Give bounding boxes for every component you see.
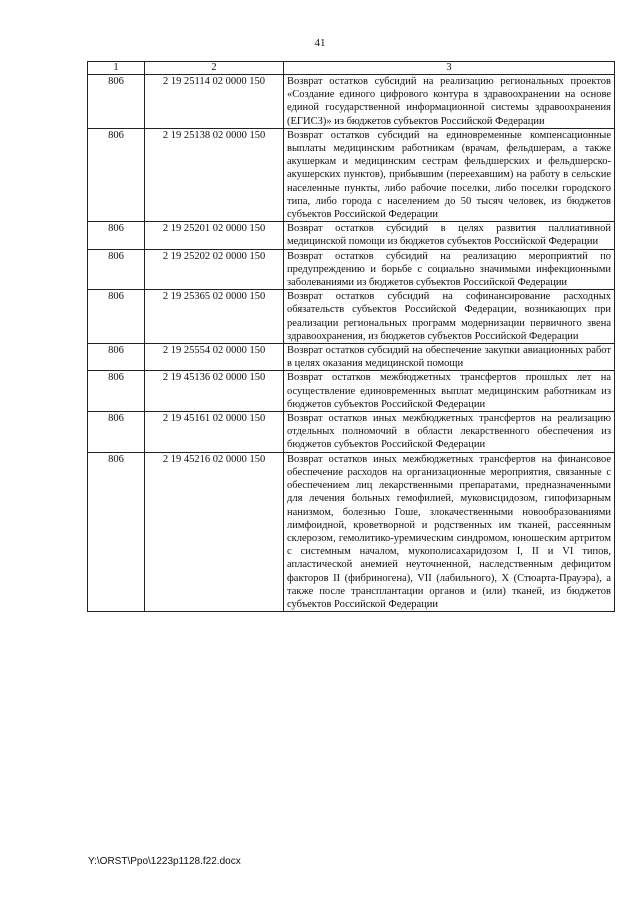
description-cell: Возврат остатков субсидий на обеспечение закупки авиационных работ в целях оказания медицинской помощи <box>284 344 615 371</box>
budget-code-cell: 2 19 45136 02 0000 150 <box>145 371 284 412</box>
budget-code-cell: 2 19 25201 02 0000 150 <box>145 222 284 249</box>
document-file-path: Y:\ORST\Ppo\1223p1128.f22.docx <box>88 856 241 867</box>
admin-code-cell: 806 <box>88 452 145 611</box>
budget-code-cell: 2 19 25554 02 0000 150 <box>145 344 284 371</box>
table-row <box>88 249 615 290</box>
description-cell: Возврат остатков иных межбюджетных трансфертов на финансовое обеспечение расходов на организационные мероприятия, связанные с обеспечением лиц лекарственными препаратами, предназначенными для лечения больных гемофилией, муковисцидозом, гипофизарным нанизмом, болезнью Гоше, злокачественными новообразованиями лимфоидной, кроветворной и родственных им тканей, рассеянным склерозом, гемолитико-уремическим синдромом, юношеским артритом с системным началом, мукополисахаридозом I, II и VI типов, апластической анемией неуточненной, наследственным дефицитом факторов II (фибриногена), VII (лабильного), X (Стюарта-Прауэра), а также после трансплантации органов и (или) тканей, из бюджетов субъектов Российской Федерации <box>284 452 615 611</box>
description-cell: Возврат остатков субсидий в целях развития паллиативной медицинской помощи из бюджетов субъектов Российской Федерации <box>284 222 615 249</box>
budget-code-cell: 2 19 45216 02 0000 150 <box>145 452 284 611</box>
table-row <box>88 344 615 371</box>
table-row <box>88 290 615 344</box>
description-cell: Возврат остатков иных межбюджетных трансфертов на реализацию отдельных полномочий в области лекарственного обеспечения из бюджетов субъектов Российской Федерации <box>284 412 615 453</box>
admin-code-cell: 806 <box>88 222 145 249</box>
admin-code-cell: 806 <box>88 128 145 221</box>
description-cell: Возврат остатков субсидий на единовременные компенсационные выплаты медицинским работникам (врачам, фельдшерам, а также акушеркам и медицинским сестрам фельдшерских и фельдшерско-акушерских пунктов), прибывшим (переехавшим) на работу в сельские населенные пункты, либо рабочие поселки, либо поселки городского типа, либо города с населением до 50 тысяч человек, из бюджетов субъектов Российской Федерации <box>284 128 615 221</box>
budget-code-cell: 2 19 25365 02 0000 150 <box>145 290 284 344</box>
admin-code-cell: 806 <box>88 75 145 129</box>
page-number: 41 <box>314 37 326 49</box>
budget-code-cell: 2 19 25202 02 0000 150 <box>145 249 284 290</box>
description-cell: Возврат остатков субсидий на софинансирование расходных обязательств субъектов Российской Федерации, возникающих при реализации региональных программ модернизации первичного звена здравоохранения, из бюджетов субъектов Российской Федерации <box>284 290 615 344</box>
description-cell: Возврат остатков межбюджетных трансфертов прошлых лет на осуществление единовременных выплат медицинским работникам из бюджетов субъектов Российской Федерации <box>284 371 615 412</box>
admin-code-cell: 806 <box>88 412 145 453</box>
column-header-3: 3 <box>284 62 615 75</box>
table-row <box>88 222 615 249</box>
column-header-2: 2 <box>145 62 284 75</box>
budget-code-cell: 2 19 45161 02 0000 150 <box>145 412 284 453</box>
table-row <box>88 452 615 611</box>
budget-codes-table <box>87 61 615 612</box>
table-row <box>88 75 615 129</box>
admin-code-cell: 806 <box>88 371 145 412</box>
description-cell: Возврат остатков субсидий на реализацию мероприятий по предупреждению и борьбе с социально значимыми инфекционными заболеваниями из бюджетов субъектов Российской Федерации <box>284 249 615 290</box>
description-cell: Возврат остатков субсидий на реализацию региональных проектов «Создание единого цифрового контура в здравоохранении на основе единой государственной информационной системы здравоохранения (ЕГИСЗ)» из бюджетов субъектов Российской Федерации <box>284 75 615 129</box>
table-row <box>88 371 615 412</box>
table-row <box>88 128 615 221</box>
table-header-row <box>88 62 615 75</box>
admin-code-cell: 806 <box>88 249 145 290</box>
table-row <box>88 412 615 453</box>
column-header-1: 1 <box>88 62 145 75</box>
admin-code-cell: 806 <box>88 344 145 371</box>
budget-code-cell: 2 19 25138 02 0000 150 <box>145 128 284 221</box>
admin-code-cell: 806 <box>88 290 145 344</box>
budget-code-cell: 2 19 25114 02 0000 150 <box>145 75 284 129</box>
